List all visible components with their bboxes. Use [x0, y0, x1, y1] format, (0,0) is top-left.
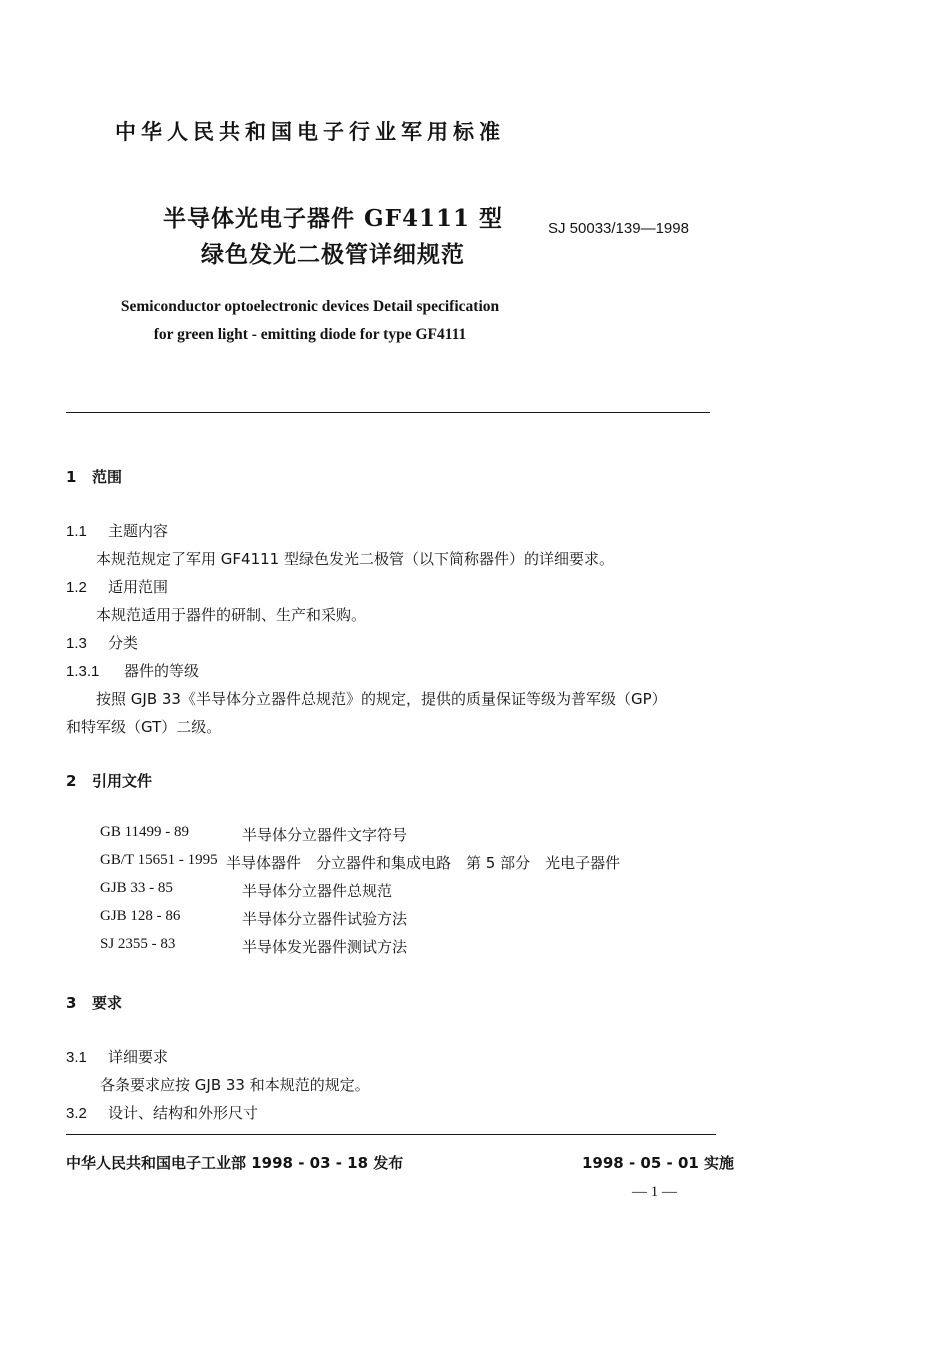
section-title: 详细要求	[108, 1048, 169, 1066]
reference-title: 半导体分立器件试验方法	[242, 910, 408, 928]
section-1-1-text: 本规范规定了军用 GF4111 型绿色发光二极管（以下简称器件）的详细要求。	[96, 550, 614, 568]
section-2-heading	[66, 770, 152, 791]
section-number: 1.3	[66, 635, 87, 652]
organization-header: 中华人民共和国电子行业军用标准	[115, 120, 505, 144]
section-title: 范围	[92, 468, 123, 486]
section-title: 适用范围	[108, 578, 169, 596]
section-1-1-heading	[66, 520, 168, 541]
section-title: 设计、结构和外形尺寸	[108, 1104, 259, 1122]
section-title: 分类	[108, 634, 139, 652]
section-number: 3.2	[66, 1105, 87, 1122]
effective-date: 1998 - 05 - 01 实施	[582, 1154, 735, 1172]
reference-title: 半导体器件 分立器件和集成电路 第 5 部分 光电子器件	[226, 854, 621, 872]
reference-code: GB 11499 - 89	[100, 824, 190, 840]
page-number: — 1 —	[632, 1184, 677, 1200]
section-number: 1	[66, 468, 77, 486]
title-en-line2: for green light - emitting diode for type GF4111	[153, 326, 467, 343]
section-number: 1.2	[66, 579, 87, 596]
title-cn-line1: 半导体光电子器件 GF4111 型	[163, 205, 503, 232]
section-number: 2	[66, 772, 77, 790]
section-1-3-1-heading	[66, 660, 199, 681]
section-3-1-text: 各条要求应按 GJB 33 和本规范的规定。	[100, 1076, 370, 1094]
section-1-heading	[66, 466, 122, 487]
section-1-3-1-text-line2: 和特军级（GT）二级。	[66, 718, 222, 736]
standard-code: SJ 50033/139—1998	[548, 220, 689, 237]
section-title: 引用文件	[92, 772, 153, 790]
reference-code: SJ 2355 - 83	[100, 936, 176, 952]
section-title: 器件的等级	[124, 662, 200, 680]
section-number: 3.1	[66, 1049, 87, 1066]
title-divider	[66, 412, 710, 413]
reference-code: GJB 128 - 86	[100, 908, 181, 924]
section-3-heading	[66, 992, 122, 1013]
reference-code: GJB 33 - 85	[100, 880, 173, 896]
section-number: 1.1	[66, 523, 87, 540]
title-cn-line2: 绿色发光二极管详细规范	[201, 241, 465, 268]
section-1-2-heading	[66, 576, 168, 597]
section-3-2-heading	[66, 1102, 258, 1123]
issue-statement: 中华人民共和国电子工业部 1998 - 03 - 18 发布	[66, 1154, 404, 1172]
footer-divider	[66, 1134, 716, 1135]
section-1-3-heading	[66, 632, 138, 653]
section-1-2-text: 本规范适用于器件的研制、生产和采购。	[96, 606, 367, 624]
section-1-3-1-text-line1: 按照 GJB 33《半导体分立器件总规范》的规定，提供的质量保证等级为普军级（GP）	[96, 690, 667, 708]
reference-title: 半导体分立器件文字符号	[242, 826, 408, 844]
reference-title: 半导体发光器件测试方法	[242, 938, 408, 956]
section-title: 要求	[92, 994, 123, 1012]
section-number: 1.3.1	[66, 663, 100, 680]
section-number: 3	[66, 994, 77, 1012]
section-title: 主题内容	[108, 522, 169, 540]
section-3-1-heading	[66, 1046, 168, 1067]
title-en-line1: Semiconductor optoelectronic devices Detail specification	[120, 298, 500, 315]
reference-code: GB/T 15651 - 1995	[100, 852, 218, 868]
reference-title: 半导体分立器件总规范	[242, 882, 393, 900]
